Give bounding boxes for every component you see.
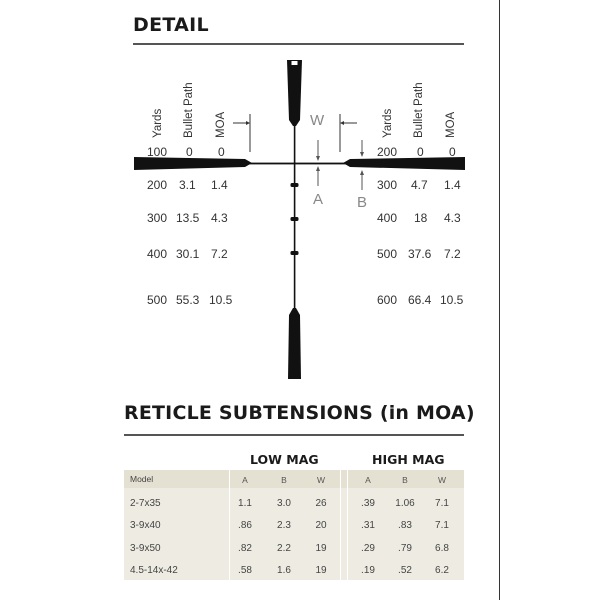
subtensions-rule bbox=[124, 434, 464, 436]
label-a: A bbox=[313, 191, 324, 208]
row-4-high-a: .19 bbox=[361, 565, 375, 576]
row-3-high-a: .29 bbox=[361, 543, 375, 554]
right-row-3-path: 18 bbox=[414, 211, 428, 225]
row-2-low-a: .86 bbox=[238, 520, 252, 531]
header-low-a: A bbox=[242, 475, 248, 485]
row-2-low-w: 20 bbox=[315, 520, 327, 531]
left-row-2-moa: 1.4 bbox=[211, 178, 228, 192]
header-high-b: B bbox=[402, 475, 408, 485]
table-separator-3 bbox=[347, 470, 348, 580]
row-1-low-w: 26 bbox=[315, 498, 327, 509]
table-separator-2 bbox=[340, 470, 341, 580]
left-row-5-yards: 500 bbox=[147, 293, 168, 307]
row-1-high-a: .39 bbox=[361, 498, 375, 509]
right-row-1-yards: 200 bbox=[377, 145, 398, 159]
reticle-vertical-line bbox=[294, 122, 296, 322]
left-header-moa: MOA bbox=[215, 111, 227, 138]
left-row-1-path: 0 bbox=[186, 145, 193, 159]
row-2-model: 3-9x40 bbox=[130, 520, 161, 531]
right-row-4-yards: 500 bbox=[377, 247, 398, 261]
row-3-low-w: 19 bbox=[315, 543, 327, 554]
table-separator-1 bbox=[229, 470, 230, 580]
left-row-2-yards: 200 bbox=[147, 178, 168, 192]
row-2-high-a: .31 bbox=[361, 520, 375, 531]
row-2-high-b: .83 bbox=[398, 520, 412, 531]
right-row-2-path: 4.7 bbox=[411, 178, 428, 192]
row-1-low-b: 3.0 bbox=[277, 498, 291, 509]
subtensions-title: RETICLE SUBTENSIONS (in MOA) bbox=[124, 402, 475, 424]
left-row-4-path: 30.1 bbox=[176, 247, 200, 261]
right-header-bullet-path: Bullet Path bbox=[413, 82, 425, 138]
row-4-low-w: 19 bbox=[315, 565, 327, 576]
row-1-high-w: 7.1 bbox=[435, 498, 449, 509]
left-row-4-moa: 7.2 bbox=[211, 247, 228, 261]
row-3-high-b: .79 bbox=[398, 543, 412, 554]
reticle-dot-1 bbox=[291, 183, 299, 187]
left-row-5-moa: 10.5 bbox=[209, 293, 233, 307]
left-row-2-path: 3.1 bbox=[179, 178, 196, 192]
detail-title: DETAIL bbox=[133, 14, 209, 36]
reticle-right-post bbox=[343, 157, 465, 170]
right-row-4-moa: 7.2 bbox=[444, 247, 461, 261]
right-row-4-path: 37.6 bbox=[408, 247, 432, 261]
row-3-low-b: 2.2 bbox=[277, 543, 291, 554]
left-row-3-path: 13.5 bbox=[176, 211, 200, 225]
left-header-yards: Yards bbox=[152, 108, 164, 138]
label-b: B bbox=[357, 194, 368, 211]
subtensions-table-header bbox=[124, 470, 464, 488]
row-1-high-b: 1.06 bbox=[395, 498, 415, 509]
right-row-2-moa: 1.4 bbox=[444, 178, 461, 192]
left-row-4-yards: 400 bbox=[147, 247, 168, 261]
reticle-top-post-notch bbox=[292, 61, 298, 65]
right-row-2-yards: 300 bbox=[377, 178, 398, 192]
left-row-3-yards: 300 bbox=[147, 211, 168, 225]
right-header-moa: MOA bbox=[445, 111, 457, 138]
reticle-dot-3 bbox=[291, 251, 299, 255]
row-3-model: 3-9x50 bbox=[130, 543, 161, 554]
row-2-high-w: 7.1 bbox=[435, 520, 449, 531]
row-4-low-b: 1.6 bbox=[277, 565, 291, 576]
right-row-1-path: 0 bbox=[417, 145, 424, 159]
low-mag-label: LOW MAG bbox=[250, 452, 319, 467]
right-row-5-path: 66.4 bbox=[408, 293, 432, 307]
row-4-high-b: .52 bbox=[398, 565, 412, 576]
header-high-w: W bbox=[437, 475, 447, 485]
row-4-low-a: .58 bbox=[238, 565, 252, 576]
reticle-bottom-post bbox=[288, 308, 301, 379]
left-header-bullet-path: Bullet Path bbox=[183, 82, 195, 138]
header-low-w: W bbox=[316, 475, 326, 485]
header-high-a: A bbox=[365, 475, 371, 485]
left-row-1-moa: 0 bbox=[218, 145, 225, 159]
header-model: Model bbox=[130, 474, 154, 484]
row-4-model: 4.5-14x-42 bbox=[130, 565, 178, 576]
row-3-high-w: 6.8 bbox=[435, 543, 449, 554]
row-4-high-w: 6.2 bbox=[435, 565, 449, 576]
right-row-5-yards: 600 bbox=[377, 293, 398, 307]
right-row-3-yards: 400 bbox=[377, 211, 398, 225]
left-row-1-yards: 100 bbox=[147, 145, 168, 159]
right-row-3-moa: 4.3 bbox=[444, 211, 461, 225]
row-1-model: 2-7x35 bbox=[130, 498, 161, 509]
left-row-5-path: 55.3 bbox=[176, 293, 200, 307]
left-row-3-moa: 4.3 bbox=[211, 211, 228, 225]
label-w: W bbox=[310, 112, 325, 129]
reticle-top-post bbox=[287, 60, 302, 126]
header-low-b: B bbox=[281, 475, 287, 485]
right-row-5-moa: 10.5 bbox=[440, 293, 464, 307]
reticle-dot-2 bbox=[291, 217, 299, 221]
right-header-yards: Yards bbox=[382, 108, 394, 138]
row-3-low-a: .82 bbox=[238, 543, 252, 554]
row-1-low-a: 1.1 bbox=[238, 498, 252, 509]
reticle-horizontal-line bbox=[245, 163, 350, 165]
right-row-1-moa: 0 bbox=[449, 145, 456, 159]
row-2-low-b: 2.3 bbox=[277, 520, 291, 531]
high-mag-label: HIGH MAG bbox=[372, 452, 445, 467]
